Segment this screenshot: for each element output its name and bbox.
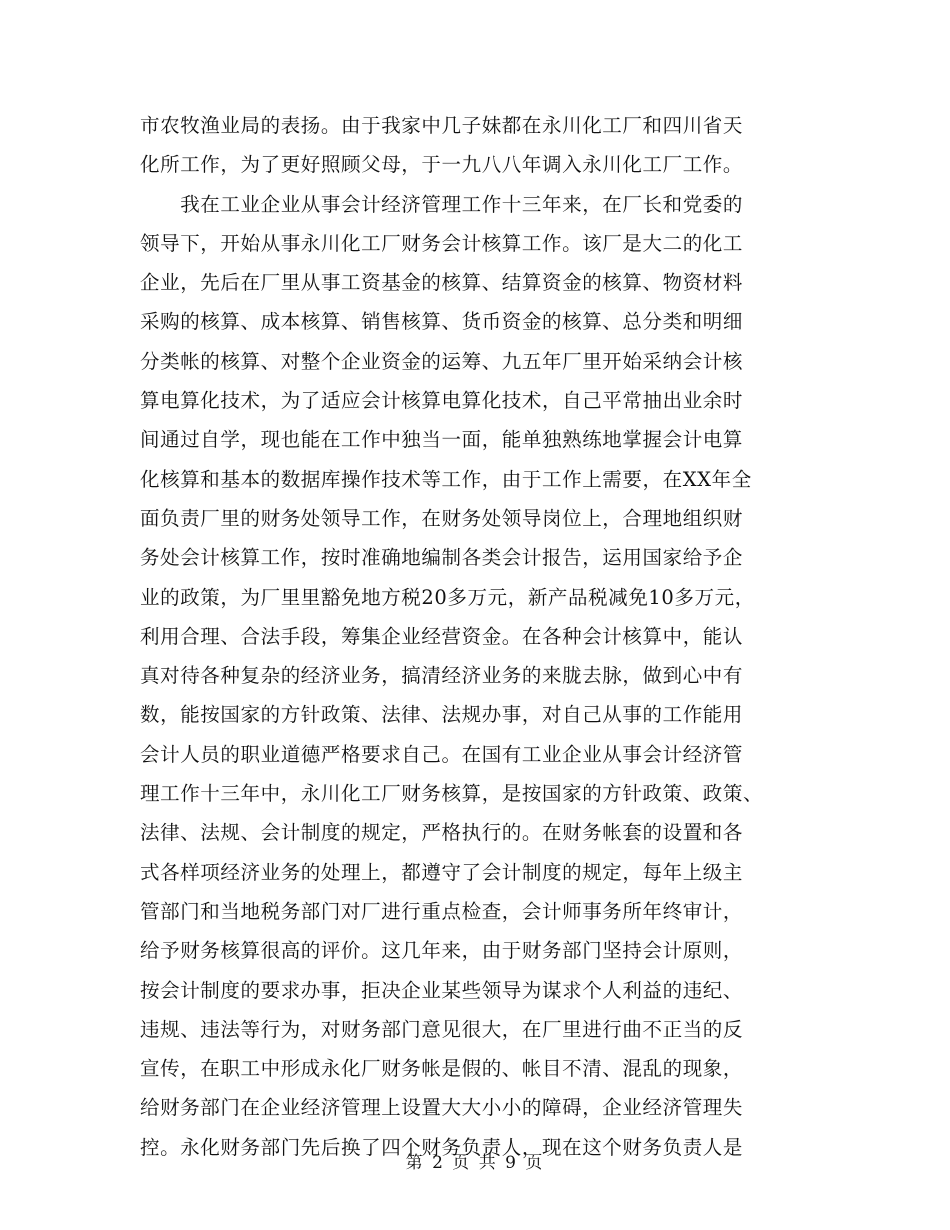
page-footer: 第 2 页 共 9 页 xyxy=(405,1153,545,1173)
text-line: 采购的核算、成本核算、销售核算、货币资金的核算、总分类和明细 xyxy=(140,310,744,334)
text-line: 数，能按国家的方针政策、法律、法规办事，对自己从事的工作能用 xyxy=(140,703,744,727)
text-line: 式各样项经济业务的处理上，都遵守了会计制度的规定，每年上级主 xyxy=(140,860,744,884)
text-line: 给予财务核算很高的评价。这几年来，由于财务部门坚持会计原则， xyxy=(140,939,744,963)
text-line: 企业，先后在厂里从事工资基金的核算、结算资金的核算、物资材料 xyxy=(140,271,744,295)
text-line: 面负责厂里的财务处领导工作，在财务处领导岗位上，合理地组织财 xyxy=(140,506,744,530)
text-line: 法律、法规、会计制度的规定，严格执行的。在财务帐套的设置和各 xyxy=(140,821,744,845)
text-line: 我在工业企业从事会计经济管理工作十三年来，在厂长和党委的 xyxy=(140,192,744,216)
text-line: 化核算和基本的数据库操作技术等工作，由于工作上需要，在XX年全 xyxy=(140,467,752,491)
text-line: 化所工作，为了更好照顾父母，于一九八八年调入永川化工厂工作。 xyxy=(140,153,744,177)
text-line: 宣传，在职工中形成永化厂财务帐是假的、帐目不清、混乱的现象， xyxy=(140,1057,744,1081)
text-line: 领导下，开始从事永川化工厂财务会计核算工作。该厂是大二的化工 xyxy=(140,231,744,255)
text-line: 真对待各种复杂的经济业务，搞清经济业务的来胧去脉，做到心中有 xyxy=(140,664,744,688)
text-line: 按会计制度的要求办事，拒决企业某些领导为谋求个人利益的违纪、 xyxy=(140,978,744,1002)
text-line: 违规、违法等行为，对财务部门意见很大，在厂里进行曲不正当的反 xyxy=(140,1017,744,1041)
text-line: 间通过自学，现也能在工作中独当一面，能单独熟练地掌握会计电算 xyxy=(140,428,744,452)
text-line: 会计人员的职业道德严格要求自己。在国有工业企业从事会计经济管 xyxy=(140,742,744,766)
text-line: 理工作十三年中，永川化工厂财务核算，是按国家的方针政策、政策、 xyxy=(140,782,764,806)
text-line: 分类帐的核算、对整个企业资金的运筹、九五年厂里开始采纳会计核 xyxy=(140,349,744,373)
body-text xyxy=(140,106,830,1167)
text-line: 利用合理、合法手段，筹集企业经营资金。在各种会计核算中，能认 xyxy=(140,624,744,648)
text-line: 给财务部门在企业经济管理上设置大大小小的障碍，企业经济管理失 xyxy=(140,1096,744,1120)
text-line: 业的政策，为厂里里豁免地方税20多万元，新产品税减免10多万元， xyxy=(140,585,755,609)
text-line: 务处会计核算工作，按时准确地编制各类会计报告，运用国家给予企 xyxy=(140,546,744,570)
text-line: 算电算化技术，为了适应会计核算电算化技术，自己平常抽出业余时 xyxy=(140,389,744,413)
text-line: 控。永化财务部门先后换了四个财务负责人，现在这个财务负责人是 xyxy=(140,1135,744,1159)
text-line: 管部门和当地税务部门对厂进行重点检查，会计师事务所年终审计， xyxy=(140,899,744,923)
text-line: 市农牧渔业局的表扬。由于我家中几子妹都在永川化工厂和四川省天 xyxy=(140,114,744,137)
